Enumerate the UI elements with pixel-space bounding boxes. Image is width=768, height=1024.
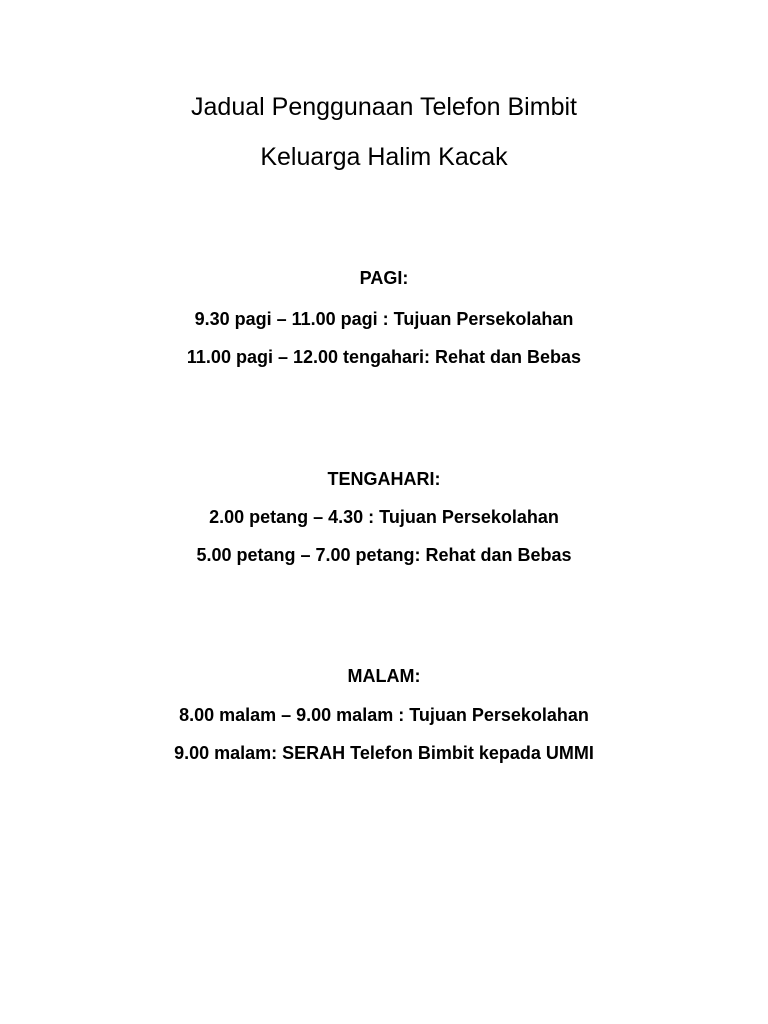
section-heading-pagi: PAGI: bbox=[359, 268, 409, 288]
schedule-line: 9.30 pagi – 11.00 pagi : Tujuan Persekolahan bbox=[194, 309, 574, 329]
section-heading-malam: MALAM: bbox=[347, 666, 421, 686]
schedule-line: 11.00 pagi – 12.00 tengahari: Rehat dan Bebas bbox=[186, 347, 582, 367]
title-line-2: Keluarga Halim Kacak bbox=[260, 143, 508, 171]
section-heading-tengahari: TENGAHARI: bbox=[327, 469, 441, 489]
schedule-line: 2.00 petang – 4.30 : Tujuan Persekolahan bbox=[209, 507, 559, 527]
title-line-1: Jadual Penggunaan Telefon Bimbit bbox=[191, 93, 577, 121]
schedule-line: 5.00 petang – 7.00 petang: Rehat dan Bebas bbox=[196, 545, 572, 565]
schedule-line: 9.00 malam: SERAH Telefon Bimbit kepada UMMI bbox=[174, 743, 594, 763]
schedule-line: 8.00 malam – 9.00 malam : Tujuan Persekolahan bbox=[179, 705, 589, 725]
